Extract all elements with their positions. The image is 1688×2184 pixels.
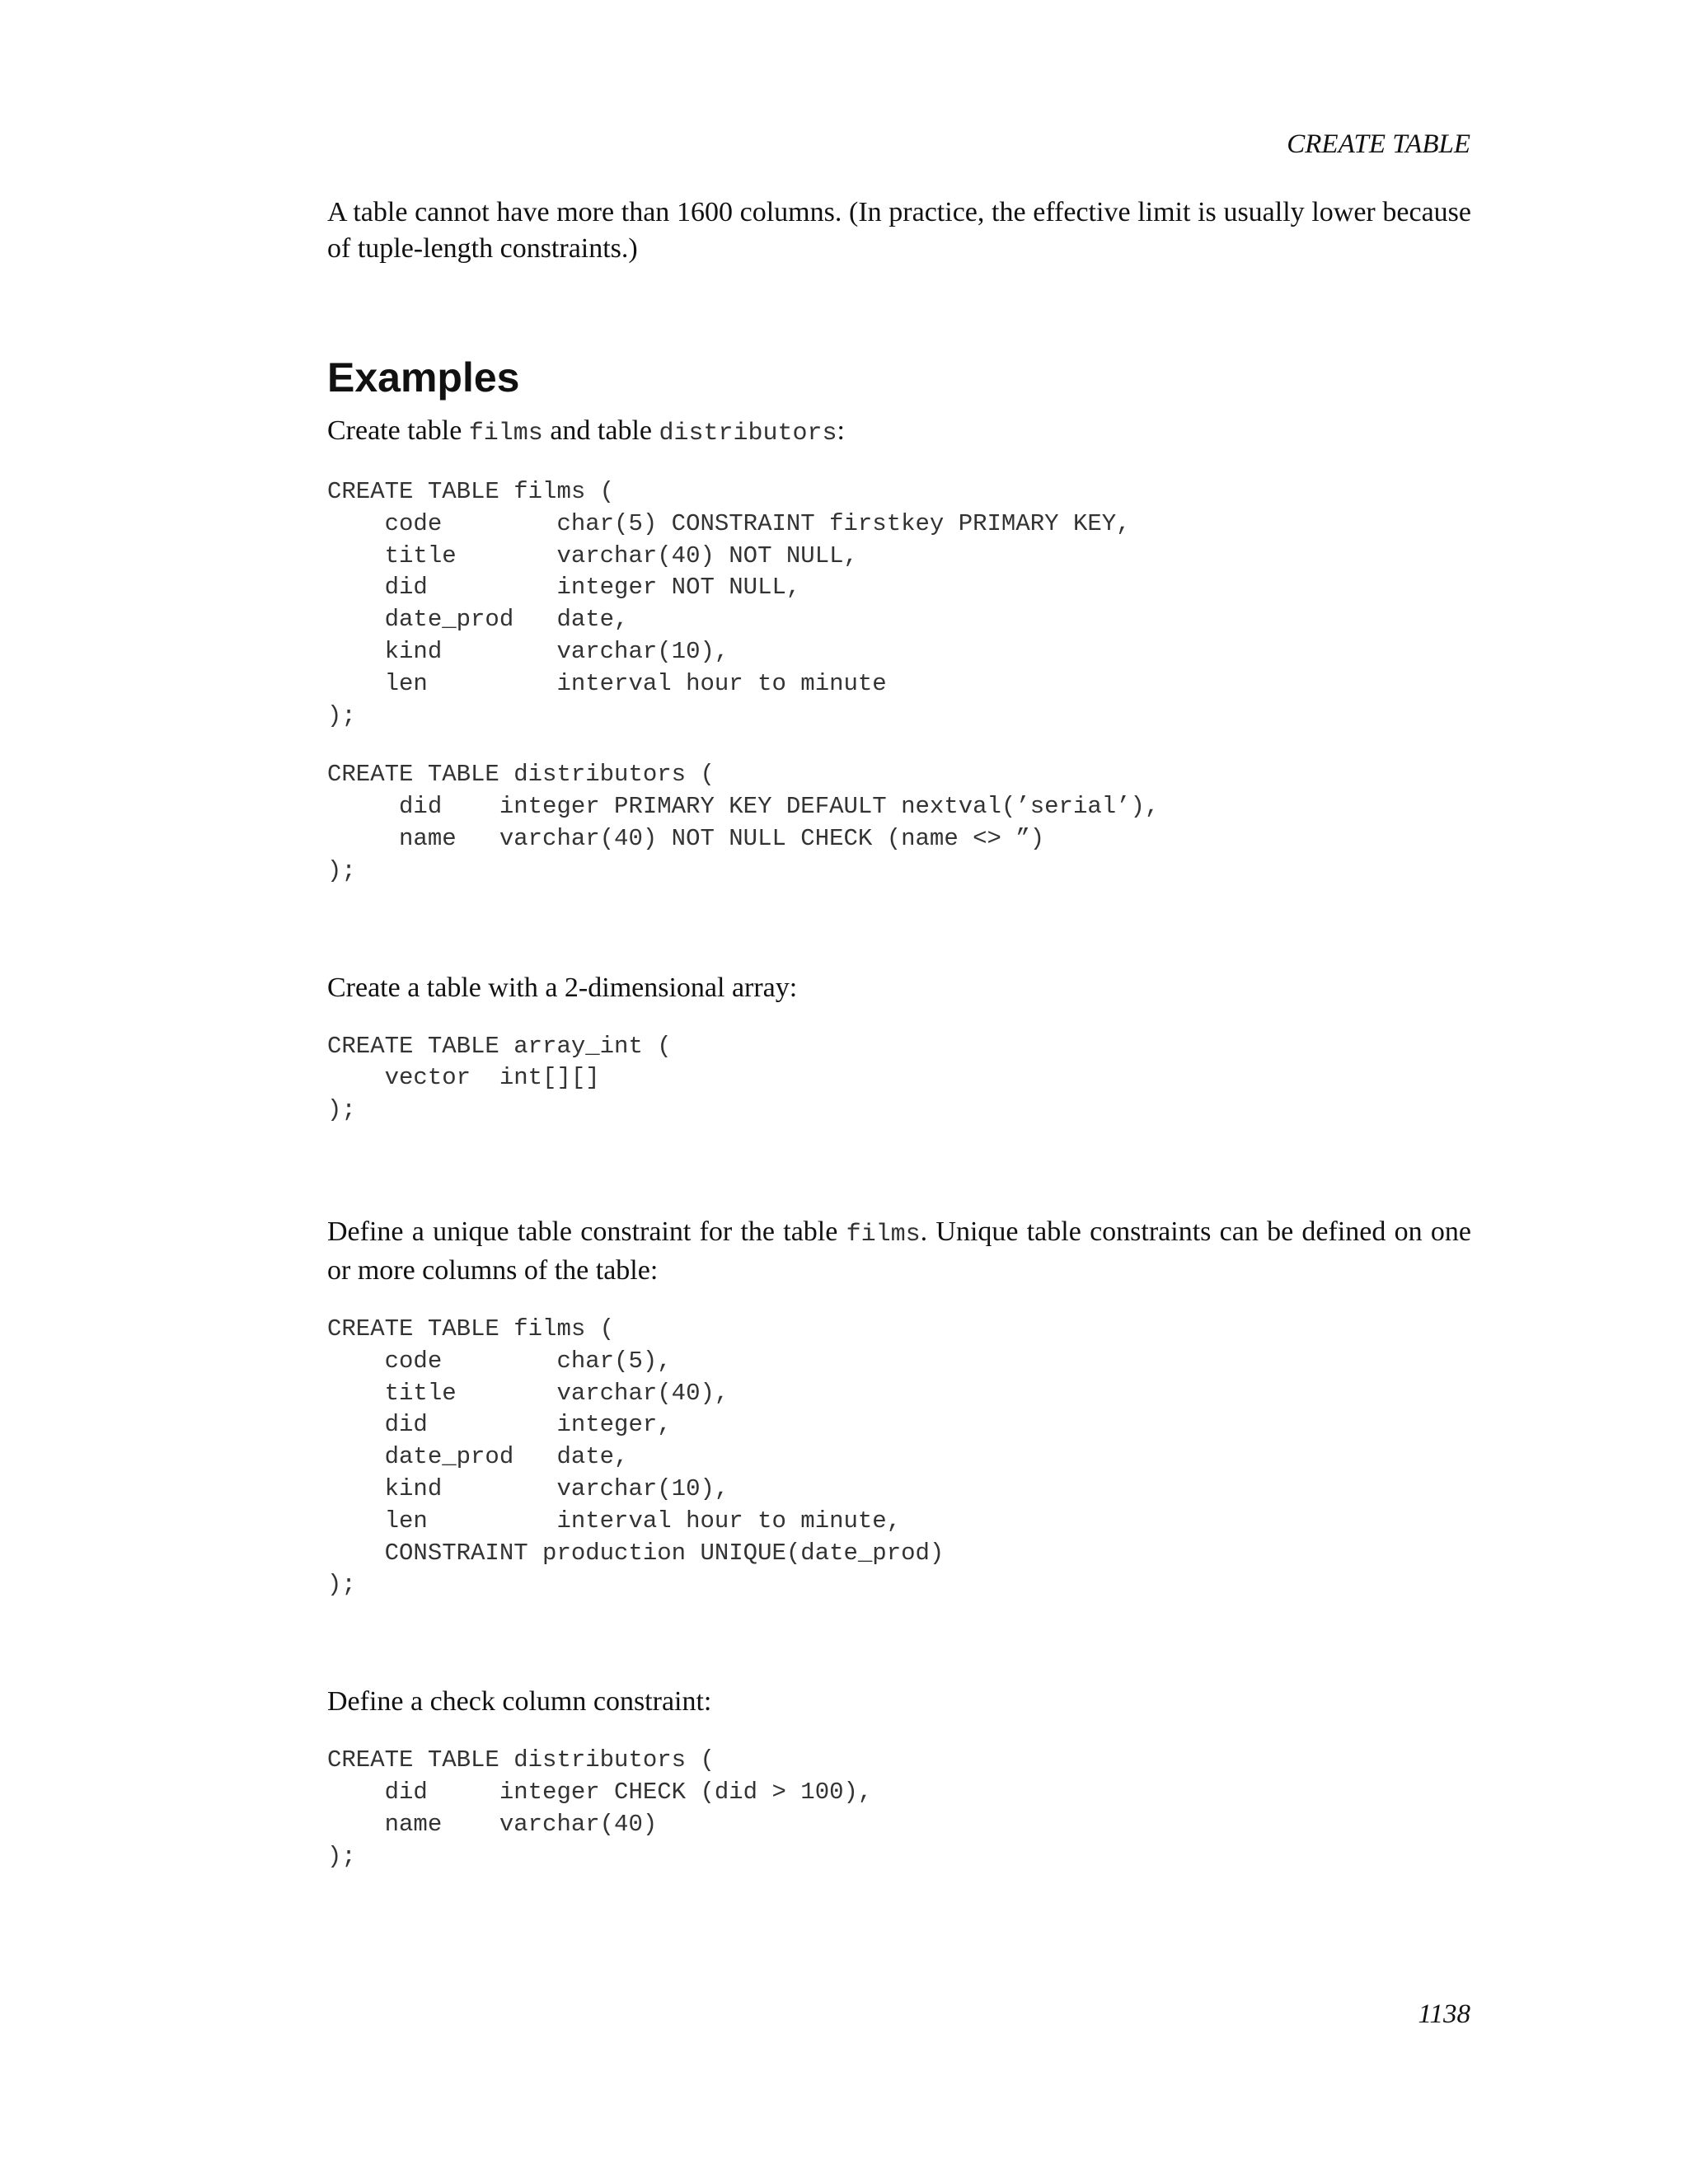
example4-lead: Define a check column constraint:: [327, 1686, 712, 1718]
films-code-term: films: [846, 1220, 921, 1249]
create-array-int-code-block: CREATE TABLE array_int ( vector int[][] );: [327, 1032, 672, 1124]
example1-lead-text: Create table: [327, 415, 469, 446]
distributors-code-term: distributors: [659, 419, 837, 448]
column-limit-paragraph: A table cannot have more than 1600 columns. (In practice, the effective limit is usually lower because of tuple-length constraints.): [327, 197, 1471, 264]
create-films-code-block: CREATE TABLE films ( code char(5) CONSTRAINT firstkey PRIMARY KEY, title varchar(40) NOT NULL, did integer NOT NULL, date_prod date, kind varchar(10), len interval hour to minute );: [327, 478, 1131, 729]
example3-lead-text: . Unique table constraints can be defined on one or more columns of the table:: [327, 1216, 1471, 1286]
examples-heading: Examples: [327, 354, 520, 401]
example2-lead: Create a table with a 2-dimensional array:: [327, 972, 798, 1003]
films-code-term: films: [468, 419, 543, 448]
page-content: [327, 194, 1471, 1872]
create-films-unique-code-block: CREATE TABLE films ( code char(5), title varchar(40), did integer, date_prod date, kind varchar(10), len interval hour to minute, CONSTRAINT production UNIQUE(date_prod) );: [327, 1315, 945, 1599]
page-number: 1138: [1418, 1999, 1470, 2029]
example3-lead: [327, 1214, 1471, 1289]
example1-lead-text: :: [837, 415, 845, 446]
create-distributors-code-block: CREATE TABLE distributors ( did integer PRIMARY KEY DEFAULT nextval(’serial’), name varchar(40) NOT NULL CHECK (name <> ”) );: [327, 761, 1160, 884]
running-header: CREATE TABLE: [1287, 129, 1470, 159]
example1-lead-text: and table: [542, 415, 659, 446]
example3-lead-text: Define a unique table constraint for the table: [327, 1216, 846, 1247]
create-distributors-check-code-block: CREATE TABLE distributors ( did integer CHECK (did > 100), name varchar(40) );: [327, 1746, 873, 1870]
example1-lead: [327, 413, 1471, 452]
